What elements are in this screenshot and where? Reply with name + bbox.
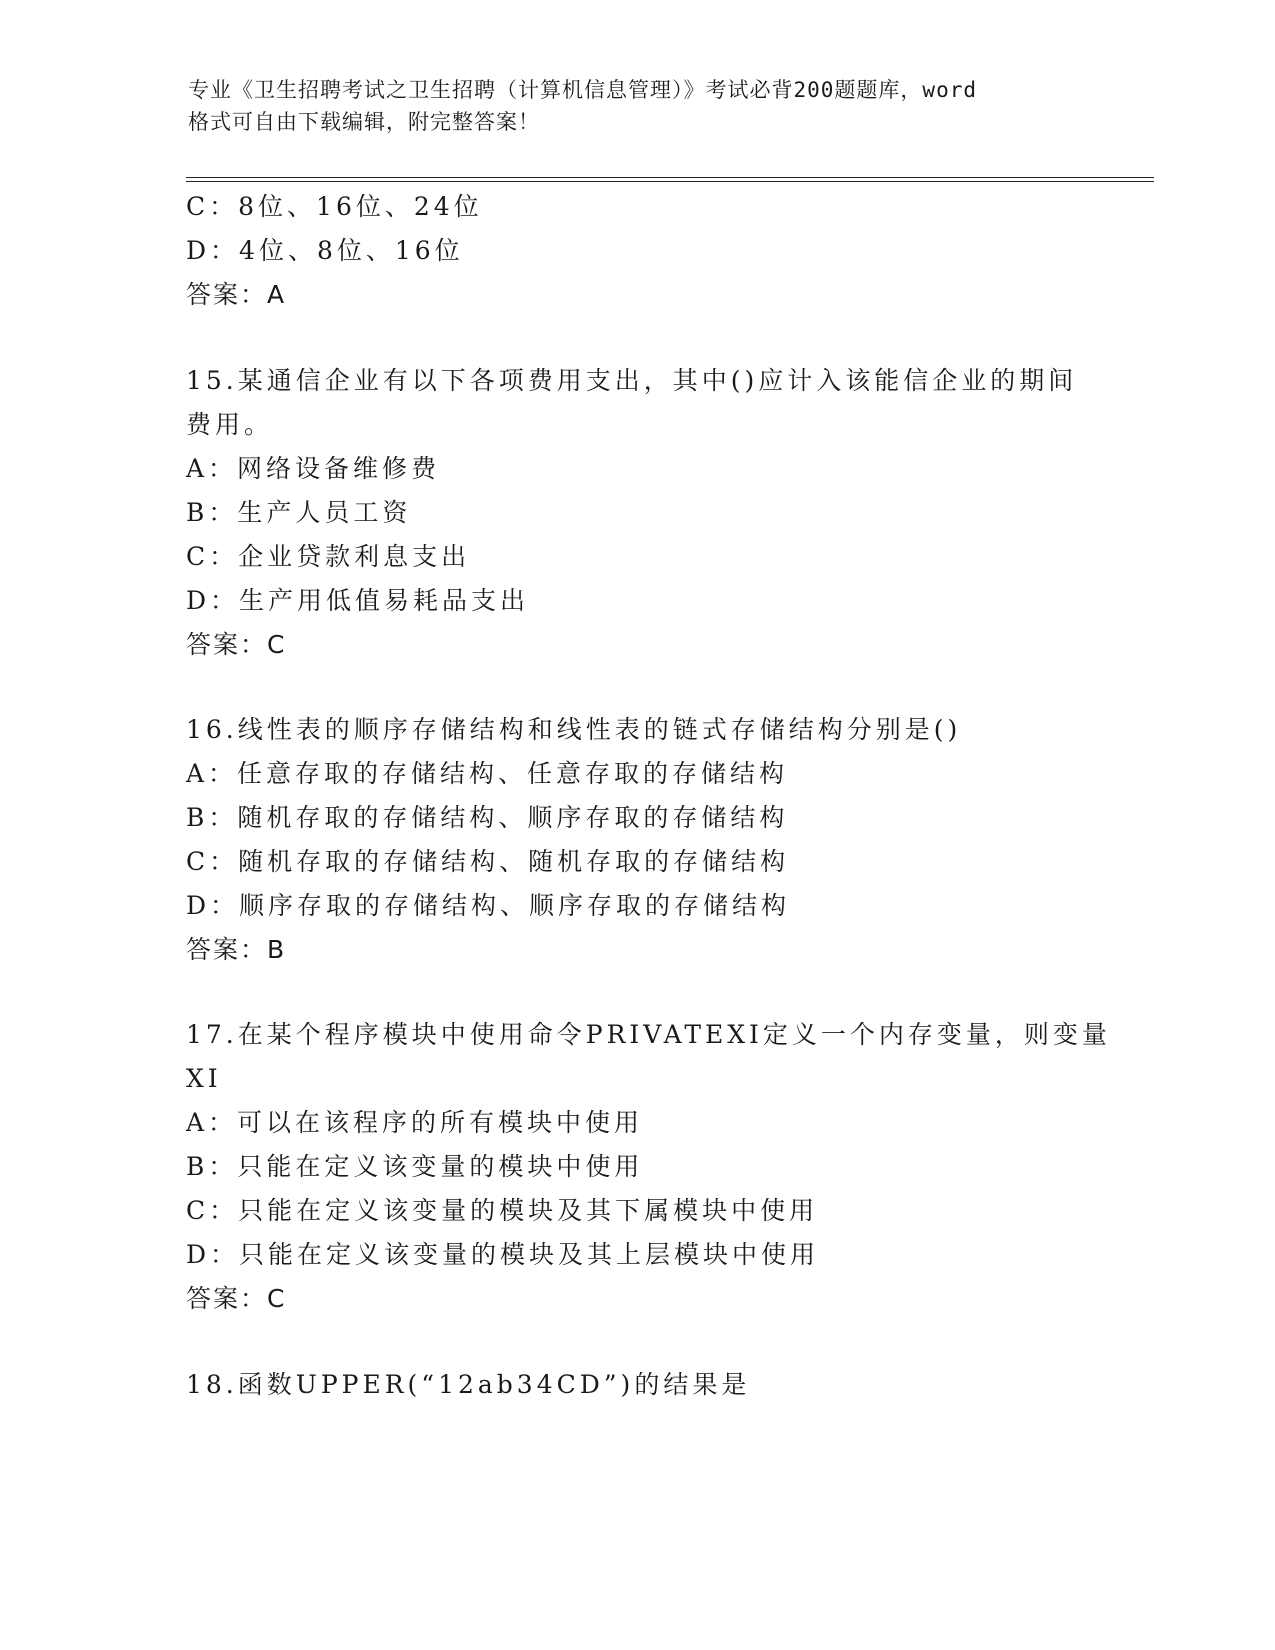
q15-option-a: A：网络设备维修费 [186, 454, 441, 483]
q17-answer: 答案：C [186, 1284, 287, 1313]
q16-answer: 答案：B [186, 935, 287, 964]
q14-option-d: D：4位、8位、16位 [186, 236, 464, 265]
q14-answer: 答案：A [186, 280, 287, 309]
header-line-2: 格式可自由下载编辑，附完整答案！ [188, 110, 540, 134]
q16-option-a: A：任意存取的存储结构、任意存取的存储结构 [186, 759, 789, 788]
q17-option-c: C：只能在定义该变量的模块及其下属模块中使用 [186, 1196, 819, 1225]
q16-option-b: B：随机存取的存储结构、顺序存取的存储结构 [186, 803, 789, 832]
q17-option-a: A：可以在该程序的所有模块中使用 [186, 1108, 644, 1137]
q15-stem-line-1: 15.某通信企业有以下各项费用支出，其中()应计入该能信企业的期间 [186, 366, 1078, 395]
q15-answer: 答案：C [186, 630, 287, 659]
page-header [188, 74, 1088, 138]
q18-stem-line-1: 18.函数UPPER(“12ab34CD”)的结果是 [186, 1370, 751, 1399]
q15-stem-line-2: 费用。 [186, 410, 274, 439]
q17-option-b: B：只能在定义该变量的模块中使用 [186, 1152, 644, 1181]
q14-option-c: C：8位、16位、24位 [186, 192, 483, 221]
q16-option-d: D：顺序存取的存储结构、顺序存取的存储结构 [186, 891, 791, 920]
q16-stem-line-1: 16.线性表的顺序存储结构和线性表的链式存储结构分别是() [186, 715, 962, 744]
q16-option-c: C：随机存取的存储结构、随机存取的存储结构 [186, 847, 790, 876]
q17-option-d: D：只能在定义该变量的模块及其上层模块中使用 [186, 1240, 820, 1269]
q17-stem-line-2: XI [186, 1064, 222, 1093]
header-line-1: 专业《卫生招聘考试之卫生招聘（计算机信息管理）》考试必背200题题库，word [188, 78, 977, 102]
q15-option-b: B：生产人员工资 [186, 498, 412, 527]
q15-option-d: D：生产用低值易耗品支出 [186, 586, 530, 615]
q15-option-c: C：企业贷款利息支出 [186, 542, 471, 571]
header-divider [186, 177, 1154, 182]
q17-stem-line-1: 17.在某个程序模块中使用命令PRIVATEXI定义一个内存变量，则变量 [186, 1020, 1111, 1049]
